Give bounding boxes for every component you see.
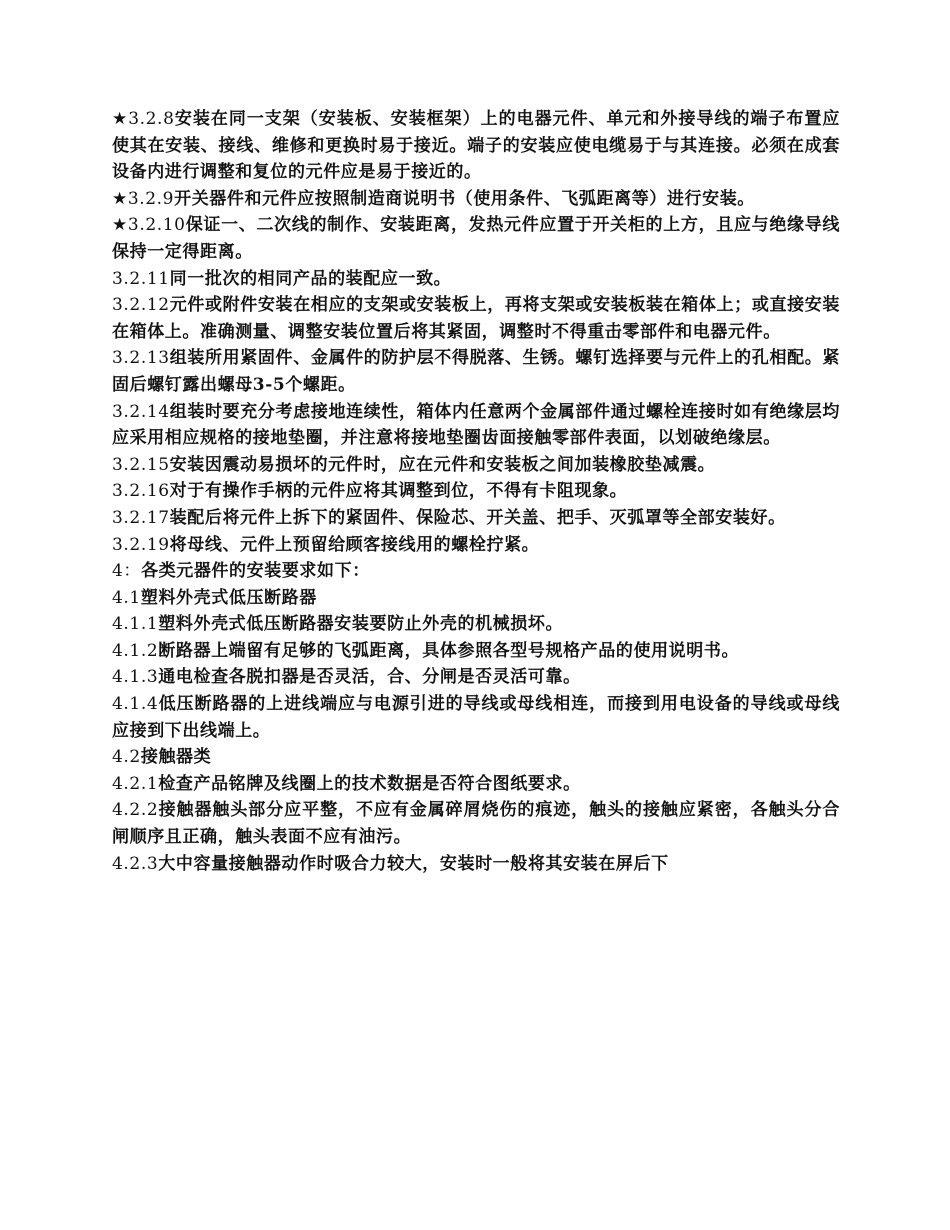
paragraph-4-1-1 xyxy=(112,611,840,638)
paragraph-3-2-13 xyxy=(112,345,840,398)
clause-number: 4.1.3 xyxy=(112,667,159,688)
clause-number: 3.2.13 xyxy=(112,348,170,369)
clause-number: ★3.2.8 xyxy=(112,109,175,129)
paragraph-4-2-3 xyxy=(112,851,840,878)
clause-number: 3.2.12 xyxy=(112,295,170,316)
clause-number: 3.2.15 xyxy=(112,454,170,475)
clause-text: 同一批次的相同产品的装配应一致。 xyxy=(169,268,452,289)
paragraph-3-2-19 xyxy=(112,532,840,559)
paragraph-4-1-3 xyxy=(112,664,840,691)
clause-text: 接触器触头部分应平整，不应有金属碎屑烧伤的痕迹，触头的接触应紧密，各触头分合闸顺序且正确，触头表面不应有油污。 xyxy=(112,800,840,848)
clause-number: 4.2.1 xyxy=(112,773,159,794)
clause-text: 通电检查各脱扣器是否灵活，合、分闸是否灵活可靠。 xyxy=(158,667,581,688)
paragraph-3-2-16 xyxy=(112,478,840,505)
document-page xyxy=(112,106,840,877)
clause-text: 对于有操作手柄的元件应将其调整到位，不得有卡阻现象。 xyxy=(169,481,628,502)
clause-number: 3.2.19 xyxy=(112,534,170,555)
paragraph-3-2-10 xyxy=(112,212,840,265)
section-heading-4 xyxy=(112,558,840,585)
clause-number: 4.2.2 xyxy=(112,800,159,821)
paragraph-4-1-2 xyxy=(112,638,840,665)
clause-text: 塑料外壳式低压断路器安装要防止外壳的机械损坏。 xyxy=(158,614,564,635)
clause-number: 3.2.17 xyxy=(112,507,170,528)
clause-text: 接触器类 xyxy=(140,747,212,768)
clause-text: 元件或附件安装在相应的支架或安装板上，再将支架或安装板装在箱体上；或直接安装在箱体上。准确测量、调整安装位置后将其紧固，调整时不得重击零部件和电器元件。 xyxy=(112,295,840,342)
clause-number: ★3.2.10 xyxy=(112,215,186,236)
clause-text: 塑料外壳式低压断路器 xyxy=(140,587,317,608)
section-heading-4-1 xyxy=(112,585,840,612)
clause-number: 4.2.3 xyxy=(112,853,159,874)
clause-number: 4.1.2 xyxy=(112,640,159,661)
clause-number: 3.2.11 xyxy=(112,268,170,289)
clause-text: 装配后将元件上拆下的紧固件、保险芯、开关盖、把手、灭弧罩等全部安装好。 xyxy=(169,507,786,528)
paragraph-4-2-1 xyxy=(112,771,840,798)
clause-text: 将母线、元件上预留给顾客接线用的螺栓拧紧。 xyxy=(169,534,540,555)
clause-text: 安装因震动易损坏的元件时，应在元件和安装板之间加装橡胶垫减震。 xyxy=(169,454,716,475)
paragraph-3-2-14 xyxy=(112,399,840,452)
paragraph-4-2-2 xyxy=(112,797,840,850)
clause-number: 3.2.16 xyxy=(112,481,170,502)
paragraph-3-2-9 xyxy=(112,186,840,213)
paragraph-3-2-11 xyxy=(112,266,840,293)
clause-number: ★3.2.9 xyxy=(112,188,175,209)
clause-text: 检查产品铭牌及线圈上的技术数据是否符合图纸要求。 xyxy=(158,773,581,794)
clause-text: 开关器件和元件应按照制造商说明书（使用条件、飞弧距离等）进行安装。 xyxy=(174,188,755,209)
clause-number: 4.1.1 xyxy=(112,614,159,635)
clause-text: 大中容量接触器动作时吸合力较大，安装时一般将其安装在屏后下 xyxy=(158,853,669,874)
clause-text: 各类元器件的安装要求如下： xyxy=(141,561,370,582)
paragraph-4-1-4 xyxy=(112,691,840,744)
paragraph-3-2-17 xyxy=(112,505,840,532)
clause-number: 4： xyxy=(112,561,142,582)
clause-text: 断路器上端留有足够的飞弧距离，具体参照各型号规格产品的使用说明书。 xyxy=(158,640,740,661)
clause-text: 组装所用紧固件、金属件的防护层不得脱落、生锈。螺钉选择要与元件上的孔相配。紧固后螺钉露出螺母3-5个螺距。 xyxy=(112,348,840,395)
clause-text: 保证一、二次线的制作、安装距离，发热元件应置于开关柜的上方，且应与绝缘导线保持一定得距离。 xyxy=(112,215,841,262)
clause-text: 低压断路器的上进线端应与电源引进的导线或母线相连，而接到用电设备的导线或母线应接到下出线端上。 xyxy=(112,694,840,741)
paragraph-3-2-15 xyxy=(112,452,840,479)
section-heading-4-2 xyxy=(112,744,840,771)
paragraph-3-2-12 xyxy=(112,292,840,345)
clause-text: 组装时要充分考虑接地连续性，箱体内任意两个金属部件通过螺栓连接时如有绝缘层均应采用相应规格的接地垫圈，并注意将接地垫圈齿面接触零部件表面，以划破绝缘层。 xyxy=(112,401,840,449)
clause-number: 4.1 xyxy=(112,587,141,608)
clause-number: 4.2 xyxy=(112,747,141,768)
clause-number: 3.2.14 xyxy=(112,401,170,422)
clause-number: 4.1.4 xyxy=(112,694,159,715)
paragraph-3-2-8 xyxy=(112,106,840,186)
clause-text: 安装在同一支架（安装板、安装框架）上的电器元件、单元和外接导线的端子布置应使其在安装、接线、维修和更换时易于接近。端子的安装应使电缆易于与其连接。必须在成套设备内进行调整和复位的元件应是易于接近的。 xyxy=(112,109,840,183)
